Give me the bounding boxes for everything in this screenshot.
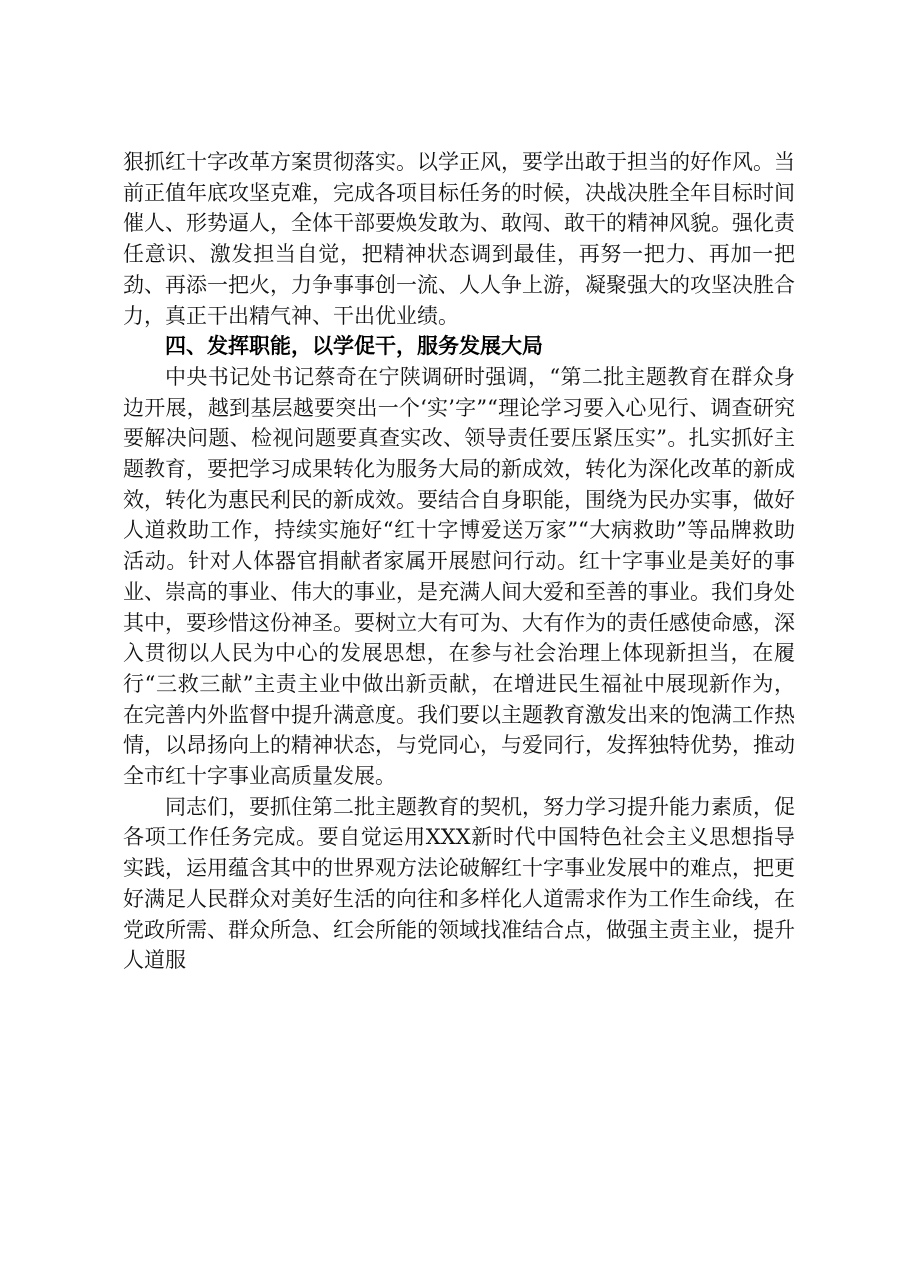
section-heading: 四、发挥职能，以学促干，服务发展大局 [165, 334, 543, 359]
paragraph-section-four: 中央书记处书记蔡奇在宁陕调研时强调，“第二批主题教育在群众身边开展，越到基层越要突出一个‘实’字”“理论学习要入心见行、调查研究要解决问题、检视问题要真查实改、领导责任要压紧压实”。扎实抓好主题教育，要把学习成果转化为服务大局的新成效，转化为深化改革的新成效，转化为惠民利民的新成效。要结合自身职能，围绕为民办实事，做好人道救助工作，持续实施好“红十字博爱送万家”“大病救助”等品牌救助活动。针对人体器官捐献者家属开展慰问行动。红十字事业是美好的事业、崇高的事业、伟大的事业，是充满人间大爱和至善的事业。我们身处其中，要珍惜这份神圣。要树立大有可为、大有作为的责任感使命感，深入贯彻以人民为中心的发展思想，在参与社会治理上体现新担当，在履行“三救三献”主责主业中做出新贡献，在增进民生福祉中展现新作为，在完善内外监督中提升满意度。我们要以主题教育激发出来的饱满工作热情，以昂扬向上的精神状态，与党同心，与爱同行，发挥独特优势，推动全市红十字事业高质量发展。 [123, 364, 795, 789]
paragraph-continued: 狠抓红十字改革方案贯彻落实。以学正风，要学出敢于担当的好作风。当前正值年底攻坚克难，完成各项目标任务的时候，决战决胜全年目标时间催人、形势逼人，全体干部要焕发敢为、敢闯、敢干的精神风貌。强化责任意识、激发担当自觉，把精神状态调到最佳，再努一把力、再加一把劲、再添一把火，力争事事创一流、人人争上游，凝聚强大的攻坚决胜合力，真正干出精气神、干出优业绩。 [123, 150, 795, 328]
paragraph-closing: 同志们，要抓住第二批主题教育的契机，努力学习提升能力素质，促各项工作任务完成。要自觉运用XXX新时代中国特色社会主义思想指导实践，运用蕴含其中的世界观方法论破解红十字事业发展中的难点，把更好满足人民群众对美好生活的向往和多样化人道需求作为工作生命线，在党政所需、群众所急、红会所能的领域找准结合点，做强主责主业，提升人道服 [123, 794, 795, 973]
document-body [123, 147, 795, 976]
